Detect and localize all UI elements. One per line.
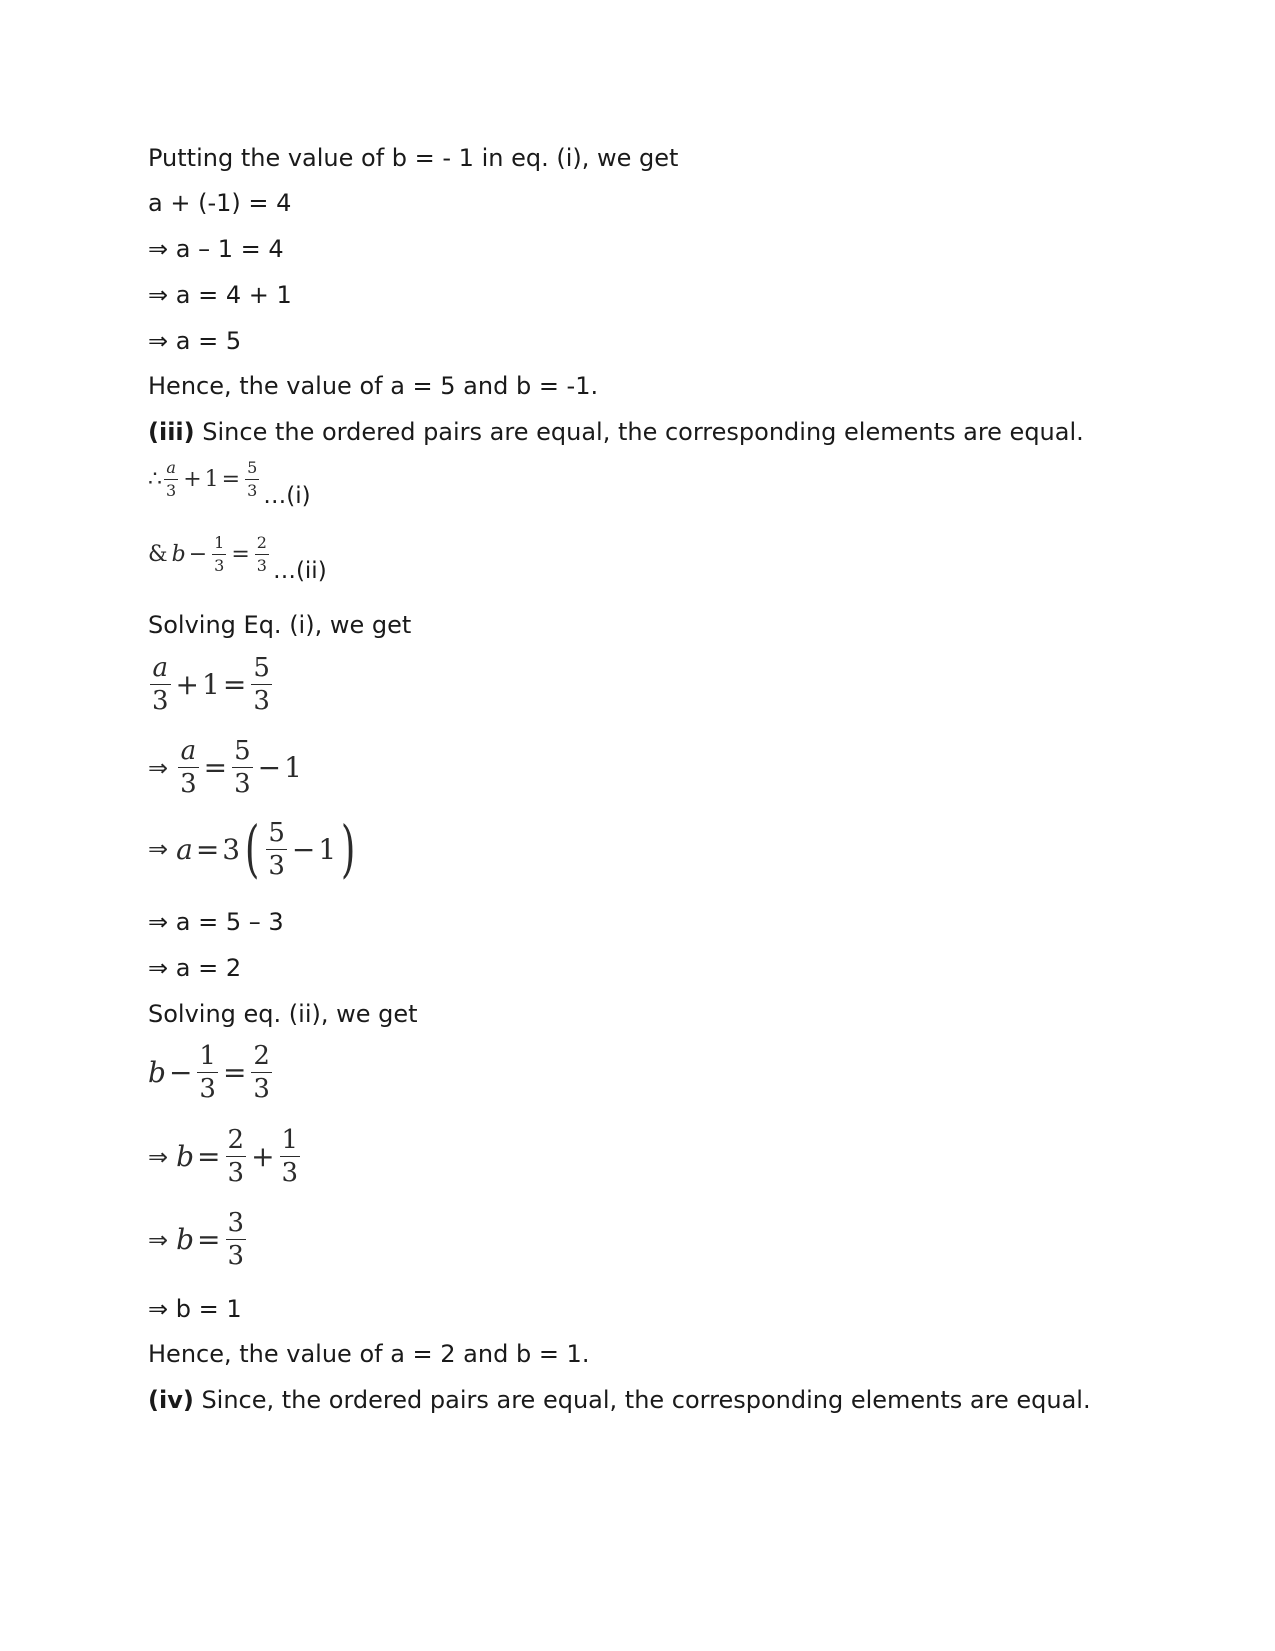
denominator: 3 — [268, 850, 285, 881]
math-equation — [148, 655, 274, 714]
fraction — [280, 1127, 301, 1186]
text-line: Solving eq. (ii), we get — [148, 1000, 418, 1028]
text-span: Since, the ordered pairs are equal, the corresponding elements are equal. — [193, 1386, 1091, 1414]
variable: b — [176, 1140, 195, 1173]
numerator: 1 — [199, 1041, 216, 1071]
operator: + — [251, 1140, 275, 1173]
implies-symbol: ⇒ — [148, 1142, 169, 1171]
operator: − — [257, 751, 282, 784]
denominator: 3 — [199, 1074, 216, 1104]
fraction — [150, 655, 171, 714]
implies-symbol: ⇒ — [148, 835, 169, 863]
operator: = — [195, 832, 220, 866]
denominator: 3 — [281, 1158, 299, 1188]
operator: − — [291, 832, 316, 866]
text-line: Solving Eq. (i), we get — [148, 611, 412, 639]
fraction — [178, 738, 199, 797]
fraction — [226, 1210, 247, 1269]
numerator: 5 — [247, 458, 258, 477]
denominator: 3 — [152, 686, 169, 716]
number: 3 — [222, 832, 241, 866]
fraction — [266, 817, 287, 881]
fraction — [212, 535, 226, 574]
numerator: 2 — [256, 533, 267, 552]
left-paren: ( — [244, 812, 260, 885]
math-equation-ii — [148, 533, 327, 584]
denominator: 3 — [247, 481, 258, 500]
numerator: 2 — [227, 1125, 245, 1155]
fraction — [255, 535, 269, 574]
denominator: 3 — [180, 769, 197, 799]
numerator: a — [166, 458, 176, 477]
text-span: Since the ordered pairs are equal, the corresponding elements are equal. — [194, 418, 1084, 446]
math-equation — [148, 1043, 274, 1102]
numerator: 1 — [281, 1125, 299, 1155]
text-line: Hence, the value of a = 2 and b = 1. — [148, 1340, 590, 1368]
numerator: 5 — [234, 736, 251, 766]
equation-line: ⇒ a – 1 = 4 — [148, 235, 284, 263]
denominator: 3 — [253, 686, 270, 716]
equation-line: ⇒ b = 1 — [148, 1295, 242, 1323]
fraction — [251, 1043, 272, 1102]
math-equation — [148, 1210, 248, 1269]
math-equation — [148, 812, 360, 885]
denominator: 3 — [227, 1241, 245, 1271]
variable: b — [148, 1056, 166, 1089]
equation-line: ⇒ a = 5 – 3 — [148, 908, 284, 936]
equation-line: ⇒ a = 5 — [148, 327, 242, 355]
denominator: 3 — [253, 1074, 270, 1104]
numerator: 2 — [253, 1041, 270, 1071]
number: 1 — [202, 668, 220, 701]
number: 1 — [284, 751, 302, 784]
variable: b — [176, 1223, 195, 1256]
implies-symbol: ⇒ — [148, 753, 169, 782]
operator: − — [188, 542, 208, 567]
fraction — [251, 655, 272, 714]
operator: = — [222, 1056, 247, 1089]
text-line — [148, 1388, 1091, 1412]
denominator: 3 — [227, 1158, 245, 1188]
text-line: Hence, the value of a = 5 and b = -1. — [148, 372, 599, 400]
math-equation — [148, 738, 302, 797]
equation-line: ⇒ a = 4 + 1 — [148, 281, 292, 309]
fraction — [197, 1043, 218, 1102]
operator: + — [183, 467, 202, 492]
right-paren: ) — [340, 812, 356, 885]
operator: = — [197, 1223, 221, 1256]
text-line: Putting the value of b = - 1 in eq. (i), we get — [148, 144, 679, 172]
operator: = — [221, 467, 241, 492]
implies-symbol: ⇒ — [148, 1225, 169, 1254]
numerator: a — [152, 653, 169, 683]
operator: = — [197, 1140, 221, 1173]
denominator: 3 — [234, 769, 251, 799]
denominator: 3 — [166, 481, 177, 500]
operator: = — [231, 542, 250, 567]
operator: − — [168, 1056, 193, 1089]
numerator: a — [180, 736, 197, 766]
number: 1 — [318, 832, 337, 866]
equation-tag: …(ii) — [272, 558, 327, 584]
part-label: (iii) — [148, 418, 195, 446]
numerator: 5 — [253, 653, 270, 683]
numerator: 3 — [227, 1208, 245, 1238]
math-equation-i — [148, 458, 311, 509]
equation-line: a + (-1) = 4 — [148, 189, 292, 217]
text-line — [148, 420, 1084, 444]
fraction — [226, 1127, 247, 1186]
denominator: 3 — [256, 556, 267, 575]
variable: a — [176, 832, 193, 866]
operator: = — [203, 751, 228, 784]
operator: + — [175, 668, 200, 701]
ampersand-symbol: & — [148, 542, 168, 567]
number: 1 — [204, 467, 219, 492]
operator: = — [222, 668, 247, 701]
fraction — [245, 460, 259, 499]
numerator: 5 — [268, 817, 285, 848]
denominator: 3 — [214, 556, 225, 575]
math-equation — [148, 1127, 302, 1186]
part-label: (iv) — [148, 1386, 194, 1414]
equation-tag: …(i) — [263, 483, 311, 509]
numerator: 1 — [214, 533, 225, 552]
fraction — [232, 738, 253, 797]
equation-line: ⇒ a = 2 — [148, 954, 242, 982]
variable: b — [171, 542, 186, 567]
fraction — [164, 460, 178, 499]
therefore-symbol: ∴ — [148, 467, 162, 492]
